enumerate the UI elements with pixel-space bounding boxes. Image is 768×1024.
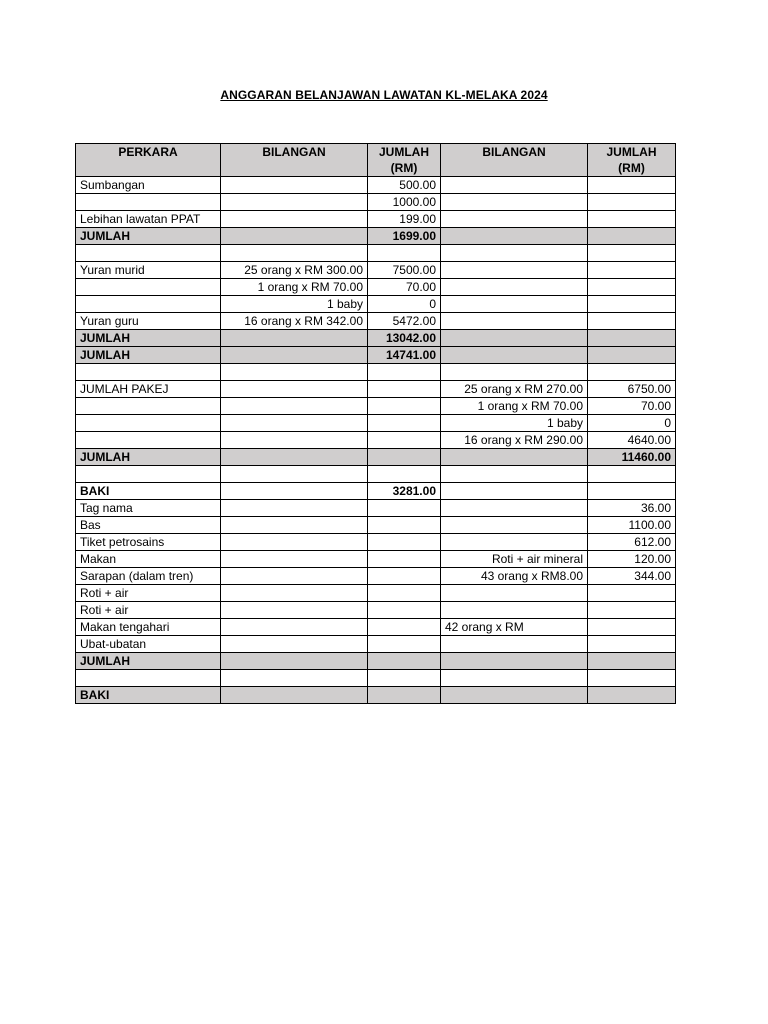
cell-bilangan-2: [441, 585, 588, 602]
header-jumlah-rm-2: JUMLAH (RM): [588, 144, 676, 177]
table-row: [76, 602, 676, 619]
cell-perkara: Yuran murid: [76, 262, 221, 279]
cell-bilangan-2: [441, 211, 588, 228]
cell-jumlah: [368, 619, 441, 636]
cell-jumlah: [368, 670, 441, 687]
cell-bilangan: [221, 653, 368, 670]
table-row: [76, 483, 676, 500]
cell-bilangan: [221, 228, 368, 245]
cell-jumlah-2: 70.00: [588, 398, 676, 415]
cell-jumlah-2: 36.00: [588, 500, 676, 517]
table-row: [76, 670, 676, 687]
cell-jumlah-2: [588, 636, 676, 653]
cell-jumlah: [368, 687, 441, 704]
cell-perkara: JUMLAH: [76, 228, 221, 245]
table-row: [76, 585, 676, 602]
cell-bilangan: [221, 619, 368, 636]
cell-perkara: BAKI: [76, 483, 221, 500]
cell-jumlah-2: [588, 466, 676, 483]
cell-perkara: [76, 245, 221, 262]
budget-table: [75, 143, 676, 704]
table-row: [76, 381, 676, 398]
cell-jumlah-2: 612.00: [588, 534, 676, 551]
cell-bilangan-2: 42 orang x RM: [441, 619, 588, 636]
cell-bilangan-2: [441, 194, 588, 211]
cell-perkara: Tiket petrosains: [76, 534, 221, 551]
cell-bilangan: [221, 211, 368, 228]
table-body: [76, 177, 676, 704]
cell-jumlah: [368, 653, 441, 670]
cell-bilangan: [221, 398, 368, 415]
cell-jumlah-2: [588, 330, 676, 347]
cell-bilangan-2: [441, 245, 588, 262]
cell-jumlah-2: 1100.00: [588, 517, 676, 534]
cell-bilangan: 1 orang x RM 70.00: [221, 279, 368, 296]
cell-jumlah: [368, 381, 441, 398]
cell-jumlah-2: [588, 245, 676, 262]
cell-perkara: JUMLAH: [76, 347, 221, 364]
cell-perkara: [76, 670, 221, 687]
cell-perkara: [76, 279, 221, 296]
cell-jumlah: [368, 551, 441, 568]
cell-jumlah-2: [588, 364, 676, 381]
cell-bilangan-2: [441, 364, 588, 381]
table-row: [76, 194, 676, 211]
cell-jumlah-2: [588, 313, 676, 330]
cell-jumlah-2: [588, 670, 676, 687]
cell-jumlah-2: [588, 296, 676, 313]
cell-bilangan-2: [441, 228, 588, 245]
cell-perkara: Lebihan lawatan PPAT: [76, 211, 221, 228]
cell-bilangan: [221, 245, 368, 262]
cell-bilangan: [221, 347, 368, 364]
cell-jumlah: [368, 432, 441, 449]
cell-perkara: [76, 415, 221, 432]
cell-jumlah-2: [588, 619, 676, 636]
header-perkara: PERKARA: [76, 144, 221, 177]
cell-perkara: Ubat-ubatan: [76, 636, 221, 653]
table-header: [76, 144, 676, 177]
cell-jumlah: 70.00: [368, 279, 441, 296]
cell-perkara: Sarapan (dalam tren): [76, 568, 221, 585]
cell-bilangan: [221, 177, 368, 194]
cell-jumlah-2: [588, 585, 676, 602]
cell-jumlah: [368, 245, 441, 262]
document-title: ANGGARAN BELANJAWAN LAWATAN KL-MELAKA 2024: [220, 88, 548, 102]
cell-bilangan: [221, 670, 368, 687]
cell-bilangan: [221, 585, 368, 602]
cell-jumlah: 0: [368, 296, 441, 313]
cell-bilangan-2: 43 orang x RM8.00: [441, 568, 588, 585]
cell-jumlah: 13042.00: [368, 330, 441, 347]
cell-jumlah-2: [588, 653, 676, 670]
cell-perkara: Makan: [76, 551, 221, 568]
cell-jumlah: [368, 602, 441, 619]
table-row: [76, 636, 676, 653]
cell-bilangan-2: [441, 466, 588, 483]
cell-bilangan-2: [441, 670, 588, 687]
cell-jumlah: [368, 636, 441, 653]
table-row: [76, 432, 676, 449]
cell-jumlah-2: 344.00: [588, 568, 676, 585]
table-row: [76, 398, 676, 415]
cell-perkara: Makan tengahari: [76, 619, 221, 636]
cell-jumlah: 1699.00: [368, 228, 441, 245]
table-row: [76, 245, 676, 262]
cell-bilangan-2: [441, 534, 588, 551]
cell-jumlah: [368, 364, 441, 381]
table-row: [76, 500, 676, 517]
cell-bilangan: [221, 364, 368, 381]
cell-jumlah-2: [588, 211, 676, 228]
cell-bilangan: [221, 534, 368, 551]
table-row: [76, 296, 676, 313]
cell-bilangan-2: [441, 517, 588, 534]
cell-bilangan: [221, 602, 368, 619]
cell-jumlah: 500.00: [368, 177, 441, 194]
cell-perkara: Roti + air: [76, 602, 221, 619]
table-row: [76, 177, 676, 194]
header-bilangan-2: BILANGAN: [441, 144, 588, 177]
header-row: [76, 144, 676, 177]
cell-jumlah-2: [588, 279, 676, 296]
cell-bilangan-2: [441, 687, 588, 704]
cell-jumlah: 5472.00: [368, 313, 441, 330]
cell-jumlah: [368, 500, 441, 517]
table-row: [76, 517, 676, 534]
cell-bilangan: [221, 381, 368, 398]
cell-bilangan-2: [441, 449, 588, 466]
cell-bilangan: [221, 466, 368, 483]
cell-perkara: BAKI: [76, 687, 221, 704]
cell-jumlah-2: [588, 483, 676, 500]
cell-bilangan-2: [441, 330, 588, 347]
cell-jumlah-2: [588, 602, 676, 619]
table-row: [76, 568, 676, 585]
cell-bilangan-2: 16 orang x RM 290.00: [441, 432, 588, 449]
cell-bilangan: [221, 568, 368, 585]
cell-bilangan: 1 baby: [221, 296, 368, 313]
cell-bilangan-2: [441, 313, 588, 330]
cell-jumlah: [368, 585, 441, 602]
cell-jumlah: 3281.00: [368, 483, 441, 500]
table-row: [76, 262, 676, 279]
table-row: [76, 534, 676, 551]
cell-bilangan-2: 1 baby: [441, 415, 588, 432]
cell-perkara: Bas: [76, 517, 221, 534]
cell-perkara: [76, 296, 221, 313]
table-row: [76, 551, 676, 568]
cell-jumlah: 7500.00: [368, 262, 441, 279]
total-row: [76, 449, 676, 466]
cell-jumlah-2: [588, 194, 676, 211]
cell-perkara: [76, 194, 221, 211]
total-row: [76, 228, 676, 245]
cell-jumlah-2: [588, 262, 676, 279]
table-row: [76, 466, 676, 483]
cell-jumlah-2: 6750.00: [588, 381, 676, 398]
cell-jumlah: [368, 466, 441, 483]
cell-bilangan-2: [441, 602, 588, 619]
cell-perkara: [76, 466, 221, 483]
cell-bilangan: [221, 432, 368, 449]
cell-perkara: [76, 432, 221, 449]
cell-bilangan-2: [441, 636, 588, 653]
table-row: [76, 619, 676, 636]
cell-bilangan: [221, 551, 368, 568]
cell-jumlah-2: [588, 687, 676, 704]
cell-bilangan: [221, 687, 368, 704]
cell-bilangan-2: [441, 653, 588, 670]
cell-perkara: Tag nama: [76, 500, 221, 517]
cell-bilangan-2: [441, 347, 588, 364]
cell-bilangan: [221, 449, 368, 466]
cell-jumlah-2: [588, 347, 676, 364]
cell-bilangan: [221, 415, 368, 432]
total-row: [76, 330, 676, 347]
header-jumlah-rm: JUMLAH (RM): [368, 144, 441, 177]
cell-jumlah-2: 0: [588, 415, 676, 432]
cell-bilangan-2: [441, 177, 588, 194]
cell-jumlah-2: 11460.00: [588, 449, 676, 466]
table-row: [76, 364, 676, 381]
cell-jumlah-2: [588, 177, 676, 194]
cell-jumlah: [368, 534, 441, 551]
cell-bilangan-2: 25 orang x RM 270.00: [441, 381, 588, 398]
cell-jumlah: 1000.00: [368, 194, 441, 211]
cell-perkara: Yuran guru: [76, 313, 221, 330]
cell-perkara: Roti + air: [76, 585, 221, 602]
cell-bilangan: [221, 500, 368, 517]
cell-bilangan: [221, 194, 368, 211]
cell-perkara: JUMLAH: [76, 449, 221, 466]
cell-bilangan-2: [441, 279, 588, 296]
cell-perkara: JUMLAH: [76, 330, 221, 347]
total-row: [76, 687, 676, 704]
cell-perkara: JUMLAH PAKEJ: [76, 381, 221, 398]
total-row: [76, 653, 676, 670]
cell-jumlah-2: [588, 228, 676, 245]
cell-jumlah: 14741.00: [368, 347, 441, 364]
cell-jumlah: 199.00: [368, 211, 441, 228]
cell-bilangan: [221, 517, 368, 534]
cell-jumlah: [368, 517, 441, 534]
cell-perkara: Sumbangan: [76, 177, 221, 194]
total-row: [76, 347, 676, 364]
cell-bilangan: 25 orang x RM 300.00: [221, 262, 368, 279]
cell-jumlah: [368, 398, 441, 415]
cell-jumlah-2: 4640.00: [588, 432, 676, 449]
table-row: [76, 211, 676, 228]
table-row: [76, 313, 676, 330]
cell-bilangan-2: [441, 262, 588, 279]
cell-jumlah: [368, 449, 441, 466]
cell-bilangan: 16 orang x RM 342.00: [221, 313, 368, 330]
cell-bilangan: [221, 483, 368, 500]
cell-bilangan-2: [441, 296, 588, 313]
cell-jumlah: [368, 415, 441, 432]
cell-perkara: [76, 398, 221, 415]
cell-bilangan-2: 1 orang x RM 70.00: [441, 398, 588, 415]
cell-perkara: [76, 364, 221, 381]
cell-jumlah-2: 120.00: [588, 551, 676, 568]
cell-bilangan: [221, 636, 368, 653]
cell-bilangan-2: [441, 500, 588, 517]
cell-jumlah: [368, 568, 441, 585]
cell-bilangan-2: [441, 483, 588, 500]
cell-bilangan: [221, 330, 368, 347]
table-row: [76, 415, 676, 432]
cell-bilangan-2: Roti + air mineral: [441, 551, 588, 568]
header-bilangan: BILANGAN: [221, 144, 368, 177]
table-row: [76, 279, 676, 296]
cell-perkara: JUMLAH: [76, 653, 221, 670]
